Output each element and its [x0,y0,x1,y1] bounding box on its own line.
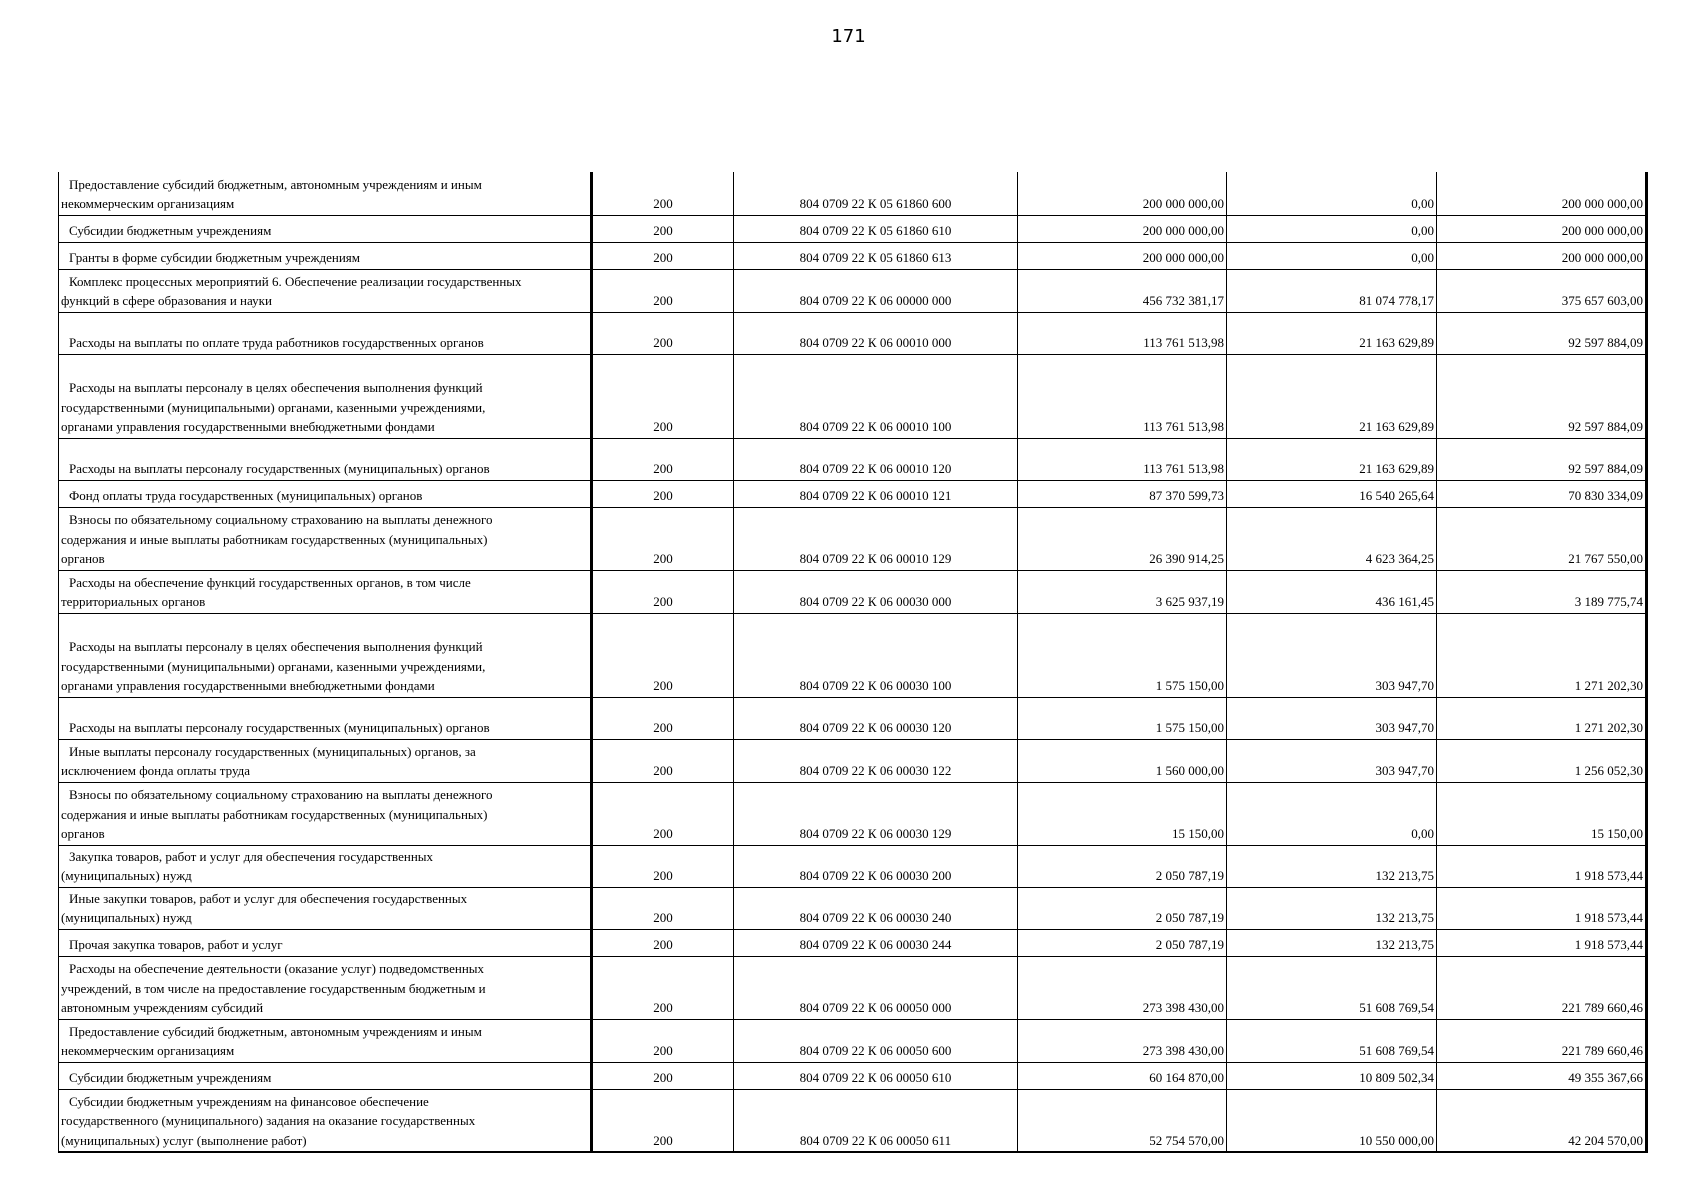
cell-code: 200 [592,1019,734,1062]
cell-amount-1: 273 398 430,00 [1018,956,1227,1019]
cell-name [59,480,592,507]
table-row [59,172,1647,215]
cell-name [59,929,592,956]
cell-code: 200 [592,480,734,507]
cell-amount-1: 26 390 914,25 [1018,507,1227,570]
cell-name [59,507,592,570]
cell-kbk: 804 0709 22 К 06 00030 122 [734,739,1018,782]
table-row [59,480,1647,507]
cell-amount-2: 0,00 [1227,242,1437,269]
cell-name [59,613,592,697]
cell-amount-2: 10 809 502,34 [1227,1062,1437,1089]
cell-amount-2: 132 213,75 [1227,887,1437,929]
cell-name-line: территориальных органов [61,594,206,609]
table-row [59,269,1647,312]
cell-name [59,782,592,845]
cell-code: 200 [592,1062,734,1089]
cell-amount-2: 303 947,70 [1227,697,1437,739]
cell-kbk: 804 0709 22 К 06 00050 600 [734,1019,1018,1062]
cell-amount-2: 132 213,75 [1227,929,1437,956]
cell-name-line: исключением фонда оплаты труда [61,763,251,778]
table-row [59,613,1647,697]
cell-amount-3: 70 830 334,09 [1437,480,1647,507]
table-row [59,697,1647,739]
cell-name-line: некоммерческим организациям [61,1043,235,1058]
cell-code: 200 [592,242,734,269]
cell-code: 200 [592,697,734,739]
cell-kbk: 804 0709 22 К 06 00030 100 [734,613,1018,697]
cell-amount-2: 303 947,70 [1227,613,1437,697]
table-row [59,312,1647,354]
cell-name-line: некоммерческим организациям [61,196,235,211]
cell-name-line: Расходы на выплаты персоналу государственных (муниципальных) органов [69,461,490,476]
cell-code: 200 [592,956,734,1019]
cell-code: 200 [592,845,734,887]
cell-name-line: государственного (муниципального) задания на оказание государственных [61,1113,476,1128]
cell-amount-2: 21 163 629,89 [1227,438,1437,480]
cell-code: 200 [592,215,734,242]
cell-amount-2: 10 550 000,00 [1227,1089,1437,1152]
cell-amount-3: 1 271 202,30 [1437,613,1647,697]
cell-code: 200 [592,312,734,354]
cell-name-line: Субсидии бюджетным учреждениям [69,223,272,238]
table-row [59,215,1647,242]
cell-name [59,269,592,312]
cell-name-line: Расходы на выплаты персоналу государственных (муниципальных) органов [69,720,490,735]
cell-amount-3: 200 000 000,00 [1437,215,1647,242]
cell-kbk: 804 0709 22 К 06 00000 000 [734,269,1018,312]
cell-amount-3: 49 355 367,66 [1437,1062,1647,1089]
cell-name-line: Взносы по обязательному социальному страхованию на выплаты денежного [69,512,493,527]
cell-name-line: органами управления государственными внебюджетными фондами [61,678,435,693]
table-row [59,570,1647,613]
cell-name [59,1062,592,1089]
cell-amount-3: 200 000 000,00 [1437,242,1647,269]
cell-amount-2: 4 623 364,25 [1227,507,1437,570]
cell-kbk: 804 0709 22 К 06 00010 100 [734,354,1018,438]
cell-amount-1: 456 732 381,17 [1018,269,1227,312]
cell-kbk: 804 0709 22 К 06 00030 129 [734,782,1018,845]
cell-code: 200 [592,269,734,312]
cell-kbk: 804 0709 22 К 06 00050 611 [734,1089,1018,1152]
cell-name-line: Взносы по обязательному социальному страхованию на выплаты денежного [69,787,493,802]
cell-code: 200 [592,354,734,438]
cell-kbk: 804 0709 22 К 05 61860 613 [734,242,1018,269]
cell-amount-1: 60 164 870,00 [1018,1062,1227,1089]
cell-kbk: 804 0709 22 К 06 00030 120 [734,697,1018,739]
cell-kbk: 804 0709 22 К 06 00030 200 [734,845,1018,887]
page-number: 171 [831,26,866,47]
cell-amount-1: 1 575 150,00 [1018,613,1227,697]
cell-amount-1: 2 050 787,19 [1018,887,1227,929]
cell-amount-3: 42 204 570,00 [1437,1089,1647,1152]
cell-kbk: 804 0709 22 К 05 61860 600 [734,172,1018,215]
cell-amount-2: 303 947,70 [1227,739,1437,782]
cell-amount-3: 375 657 603,00 [1437,269,1647,312]
cell-name [59,845,592,887]
cell-name [59,1019,592,1062]
cell-name-line: Расходы на выплаты персоналу в целях обеспечения выполнения функций [69,380,483,395]
cell-amount-3: 1 918 573,44 [1437,887,1647,929]
cell-name [59,312,592,354]
table-row [59,438,1647,480]
cell-amount-3: 221 789 660,46 [1437,956,1647,1019]
cell-name-line: Предоставление субсидий бюджетным, автономным учреждениям и иным [69,176,482,192]
cell-name-line: Гранты в форме субсидии бюджетным учреждениям [69,250,361,265]
cell-name-line: Иные закупки товаров, работ и услуг для обеспечения государственных [69,890,468,906]
cell-amount-3: 92 597 884,09 [1437,312,1647,354]
cell-kbk: 804 0709 22 К 06 00050 000 [734,956,1018,1019]
cell-amount-2: 132 213,75 [1227,845,1437,887]
cell-amount-1: 113 761 513,98 [1018,312,1227,354]
cell-name [59,438,592,480]
cell-kbk: 804 0709 22 К 06 00010 120 [734,438,1018,480]
cell-name-line: содержания и иные выплаты работникам государственных (муниципальных) [61,531,488,547]
cell-amount-3: 200 000 000,00 [1437,172,1647,215]
cell-amount-2: 0,00 [1227,215,1437,242]
cell-code: 200 [592,782,734,845]
cell-name [59,172,592,215]
cell-code: 200 [592,887,734,929]
cell-amount-2: 81 074 778,17 [1227,269,1437,312]
cell-amount-3: 15 150,00 [1437,782,1647,845]
table-row [59,782,1647,845]
table-row [59,929,1647,956]
cell-amount-2: 0,00 [1227,172,1437,215]
cell-amount-2: 21 163 629,89 [1227,312,1437,354]
cell-name-line: государственными (муниципальными) органами, казенными учреждениями, [61,399,486,415]
cell-amount-3: 1 256 052,30 [1437,739,1647,782]
cell-name [59,1089,592,1152]
cell-name-line: Субсидии бюджетным учреждениям [69,1070,272,1085]
cell-amount-1: 113 761 513,98 [1018,354,1227,438]
cell-name-line: Расходы на выплаты по оплате труда работников государственных органов [69,335,484,350]
cell-name-line: Субсидии бюджетным учреждениям на финансовое обеспечение [69,1093,429,1109]
cell-amount-1: 1 560 000,00 [1018,739,1227,782]
cell-kbk: 804 0709 22 К 06 00010 129 [734,507,1018,570]
table-row [59,887,1647,929]
cell-name-line: функций в сфере образования и науки [61,293,272,308]
cell-name [59,887,592,929]
cell-kbk: 804 0709 22 К 06 00010 000 [734,312,1018,354]
cell-amount-1: 3 625 937,19 [1018,570,1227,613]
cell-kbk: 804 0709 22 К 06 00050 610 [734,1062,1018,1089]
cell-name-line: органов [61,551,105,566]
cell-code: 200 [592,1089,734,1152]
cell-name-line: содержания и иные выплаты работникам государственных (муниципальных) [61,806,488,822]
cell-name [59,956,592,1019]
cell-amount-1: 200 000 000,00 [1018,172,1227,215]
cell-name-line: (муниципальных) нужд [61,868,192,883]
cell-amount-1: 200 000 000,00 [1018,215,1227,242]
cell-kbk: 804 0709 22 К 06 00030 000 [734,570,1018,613]
cell-name [59,215,592,242]
table-row [59,507,1647,570]
cell-name-line: органами управления государственными внебюджетными фондами [61,419,435,434]
table-row [59,1089,1647,1152]
table-row [59,739,1647,782]
cell-name-line: Предоставление субсидий бюджетным, автономным учреждениям и иным [69,1023,482,1039]
cell-name-line: Закупка товаров, работ и услуг для обеспечения государственных [69,848,434,864]
cell-name-line: (муниципальных) нужд [61,910,192,925]
cell-kbk: 804 0709 22 К 06 00030 244 [734,929,1018,956]
cell-name-line: органов [61,826,105,841]
table-row [59,956,1647,1019]
cell-amount-3: 3 189 775,74 [1437,570,1647,613]
cell-name-line: (муниципальных) услуг (выполнение работ) [61,1132,307,1148]
cell-amount-2: 21 163 629,89 [1227,354,1437,438]
cell-amount-1: 200 000 000,00 [1018,242,1227,269]
cell-amount-1: 2 050 787,19 [1018,845,1227,887]
cell-amount-3: 1 918 573,44 [1437,845,1647,887]
cell-name-line: учреждений, в том числе на предоставление государственным бюджетным и [61,980,486,996]
cell-name-line: Комплекс процессных мероприятий 6. Обеспечение реализации государственных [69,273,522,289]
table-row [59,242,1647,269]
cell-amount-3: 92 597 884,09 [1437,438,1647,480]
table-row [59,1062,1647,1089]
cell-code: 200 [592,172,734,215]
cell-code: 200 [592,929,734,956]
cell-amount-2: 51 608 769,54 [1227,956,1437,1019]
cell-name-line: Расходы на обеспечение деятельности (оказание услуг) подведомственных [69,961,485,976]
cell-code: 200 [592,739,734,782]
cell-amount-3: 1 271 202,30 [1437,697,1647,739]
cell-amount-2: 51 608 769,54 [1227,1019,1437,1062]
cell-code: 200 [592,507,734,570]
cell-name-line: Иные выплаты персоналу государственных (муниципальных) органов, за [69,743,476,759]
cell-amount-3: 221 789 660,46 [1437,1019,1647,1062]
cell-amount-3: 92 597 884,09 [1437,354,1647,438]
cell-amount-3: 1 918 573,44 [1437,929,1647,956]
cell-name-line: Прочая закупка товаров, работ и услуг [69,937,283,952]
cell-name [59,570,592,613]
cell-amount-2: 436 161,45 [1227,570,1437,613]
cell-amount-2: 16 540 265,64 [1227,480,1437,507]
cell-name-line: автономным учреждениям субсидий [61,1000,264,1015]
cell-amount-1: 273 398 430,00 [1018,1019,1227,1062]
cell-name-line: государственными (муниципальными) органами, казенными учреждениями, [61,658,486,674]
cell-amount-1: 87 370 599,73 [1018,480,1227,507]
cell-name [59,697,592,739]
cell-kbk: 804 0709 22 К 06 00030 240 [734,887,1018,929]
cell-amount-1: 1 575 150,00 [1018,697,1227,739]
cell-name [59,739,592,782]
budget-table [58,172,1648,1153]
cell-amount-1: 52 754 570,00 [1018,1089,1227,1152]
table-body [59,172,1647,1152]
cell-code: 200 [592,570,734,613]
cell-name [59,242,592,269]
cell-amount-2: 0,00 [1227,782,1437,845]
cell-name-line: Расходы на обеспечение функций государственных органов, в том числе [69,574,471,590]
table-row [59,845,1647,887]
cell-kbk: 804 0709 22 К 06 00010 121 [734,480,1018,507]
cell-code: 200 [592,438,734,480]
cell-name-line: Фонд оплаты труда государственных (муниципальных) органов [69,488,423,503]
cell-amount-3: 21 767 550,00 [1437,507,1647,570]
cell-amount-1: 2 050 787,19 [1018,929,1227,956]
table-row [59,1019,1647,1062]
table-row [59,354,1647,438]
cell-kbk: 804 0709 22 К 05 61860 610 [734,215,1018,242]
cell-amount-1: 113 761 513,98 [1018,438,1227,480]
cell-name [59,354,592,438]
cell-amount-1: 15 150,00 [1018,782,1227,845]
cell-name-line: Расходы на выплаты персоналу в целях обеспечения выполнения функций [69,639,483,654]
cell-code: 200 [592,613,734,697]
